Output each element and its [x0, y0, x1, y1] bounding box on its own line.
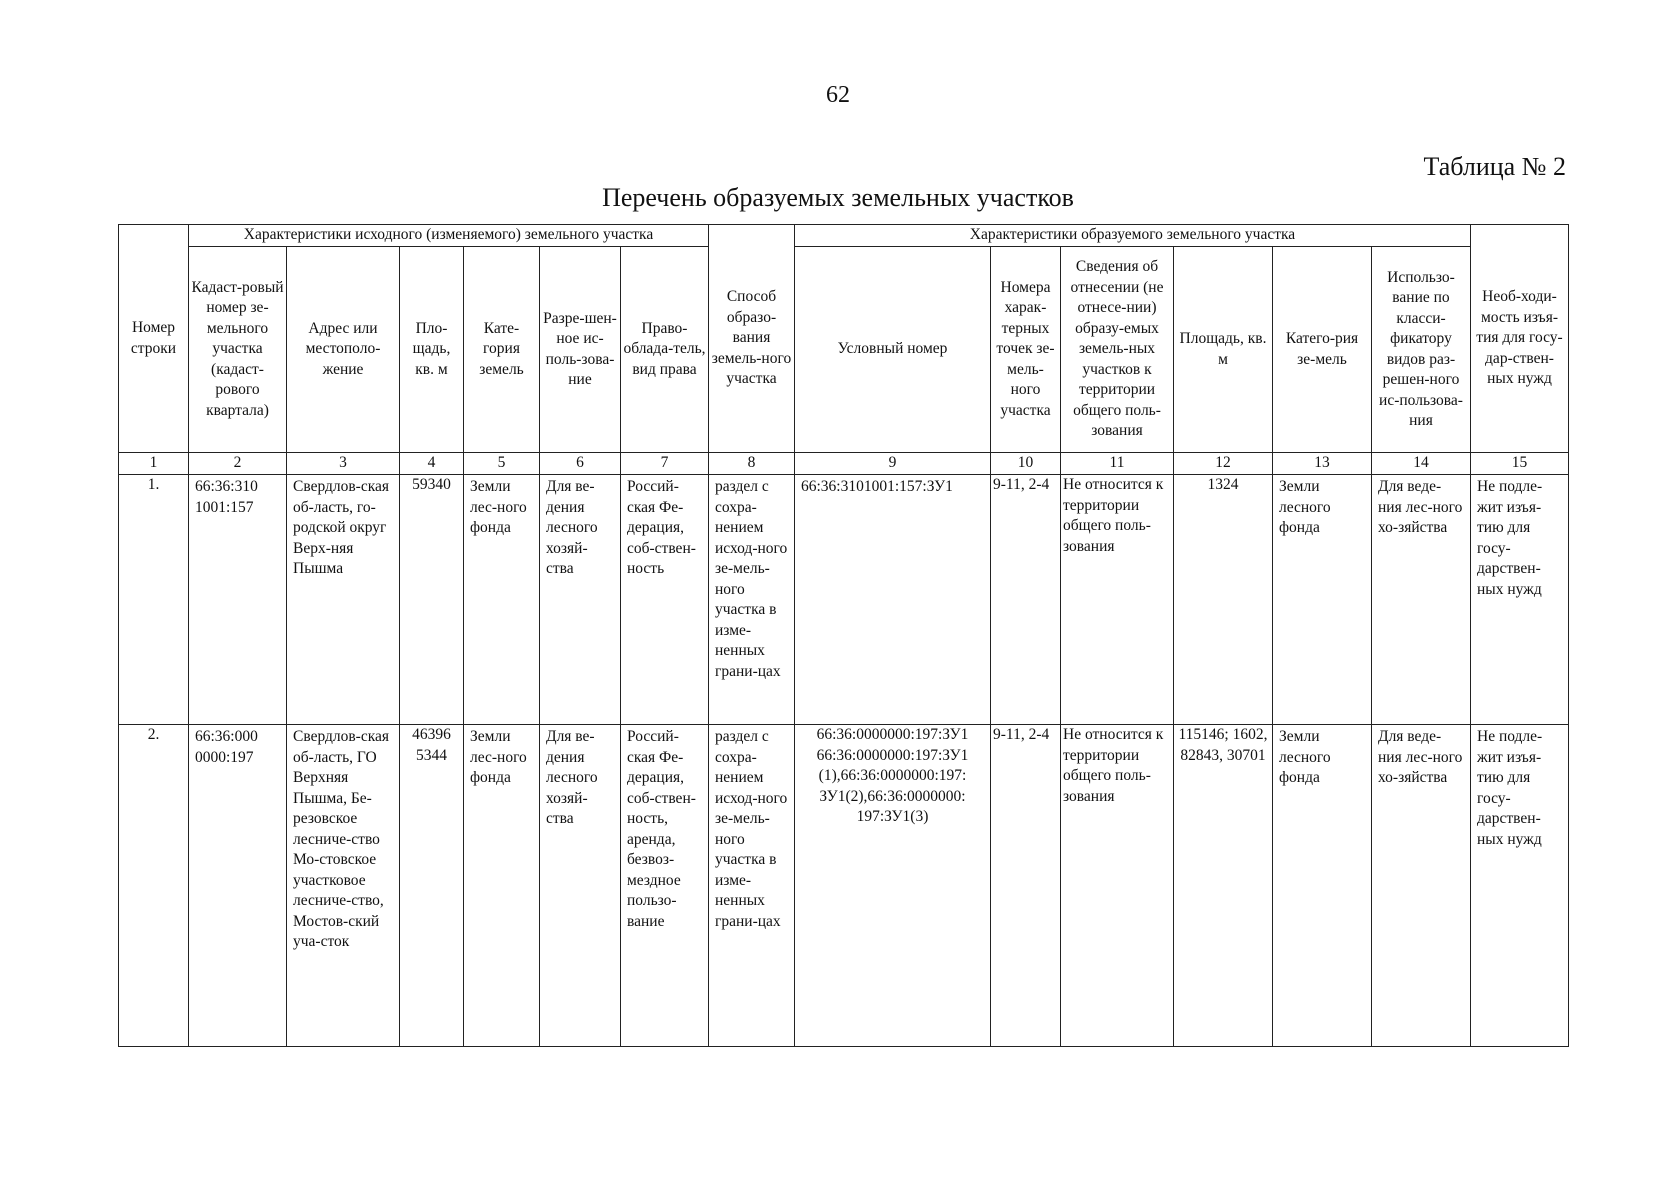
header-conditional-no: Условный номер [795, 247, 991, 453]
column-number: 12 [1174, 453, 1273, 475]
header-new-area: Площадь, кв. м [1174, 247, 1273, 453]
cell-classifier-use: Для веде-ния лес-ного хо-зяйства [1372, 475, 1471, 725]
header-common-info: Сведения об отнесении (не отнесе-нии) образу-емых земель-ных участков к территории общего поль-зования [1061, 247, 1174, 453]
column-number: 15 [1471, 453, 1569, 475]
header-rightholder: Право-облада-тель, вид права [621, 247, 709, 453]
cell-area: 46396 5344 [400, 725, 464, 1047]
header-area: Пло-щадь, кв. м [400, 247, 464, 453]
cell-rightholder: Россий-ская Фе-дерация, соб-ствен-ность [621, 475, 709, 725]
column-number: 9 [795, 453, 991, 475]
column-number: 8 [709, 453, 795, 475]
cell-conditional-no: 66:36:0000000:197:ЗУ1 66:36:0000000:197:ЗУ1 (1),66:36:0000000:197: ЗУ1(2),66:36:0000000: 197:ЗУ1(3) [795, 725, 991, 1047]
cell-new-category: Земли лесного фонда [1273, 725, 1372, 1047]
cell-row-no: 2. [119, 725, 189, 1047]
header-category: Кате-гория земель [464, 247, 540, 453]
cell-point-numbers: 9-11, 2-4 [991, 725, 1061, 1047]
cell-new-category: Земли лесного фонда [1273, 475, 1372, 725]
cell-address: Свердлов-ская об-ласть, ГО Верхняя Пышма, Бе-резовское лесниче-ство Мо-стовское участковое лесниче-ство, Мостов-ский уча-сток [287, 725, 400, 1047]
column-number: 4 [400, 453, 464, 475]
header-permitted-use: Разре-шен-ное ис-поль-зова-ние [540, 247, 621, 453]
cell-permitted-use: Для ве-дения лесного хозяй-ства [540, 475, 621, 725]
column-number: 11 [1061, 453, 1174, 475]
page-number: 62 [826, 82, 850, 108]
cell-conditional-no: 66:36:3101001:157:ЗУ1 [795, 475, 991, 725]
column-number: 3 [287, 453, 400, 475]
column-number: 6 [540, 453, 621, 475]
cell-method: раздел с сохра-нением исход-ного зе-мель-ного участка в изме-ненных грани-цах [709, 475, 795, 725]
cell-row-no: 1. [119, 475, 189, 725]
cell-new-area: 115146; 1602, 82843, 30701 [1174, 725, 1273, 1047]
header-cadastral: Кадаст-ровый номер зе-мельного участка (кадаст-рового квартала) [189, 247, 287, 453]
cell-seizure-need: Не подле-жит изъя-тию для госу-дарствен-ных нужд [1471, 725, 1569, 1047]
header-group-source: Характеристики исходного (изменяемого) земельного участка [189, 225, 709, 247]
table-label: Таблица № 2 [1423, 152, 1566, 181]
column-number: 7 [621, 453, 709, 475]
page-title: Перечень образуемых земельных участков [602, 183, 1074, 212]
cell-method: раздел с сохра-нением исход-ного зе-мель-ного участка в изме-ненных грани-цах [709, 725, 795, 1047]
column-numbers-row [119, 453, 1569, 475]
column-number: 14 [1372, 453, 1471, 475]
header-point-numbers: Номера харак-терных точек зе-мель-ного участка [991, 247, 1061, 453]
cell-permitted-use: Для ве-дения лесного хозяй-ства [540, 725, 621, 1047]
cell-cadastral: 66:36:310 1001:157 [189, 475, 287, 725]
header-address: Адрес или местополо-жение [287, 247, 400, 453]
cell-seizure-need: Не подле-жит изъя-тию для госу-дарствен-ных нужд [1471, 475, 1569, 725]
cell-common-info: Не относится к территории общего поль-зования [1061, 725, 1174, 1047]
cell-category: Земли лес-ного фонда [464, 475, 540, 725]
header-row-no: Номер строки [119, 225, 189, 453]
column-number: 13 [1273, 453, 1372, 475]
header-group-formed: Характеристики образуемого земельного участка [795, 225, 1471, 247]
cell-category: Земли лес-ного фонда [464, 725, 540, 1047]
cell-cadastral: 66:36:000 0000:197 [189, 725, 287, 1047]
header-method: Способ образо-вания земель-ного участка [709, 225, 795, 453]
column-number: 1 [119, 453, 189, 475]
cell-address: Свердлов-ская об-ласть, го-родской округ Верх-няя Пышма [287, 475, 400, 725]
cell-rightholder: Россий-ская Фе-дерация, соб-ствен-ность, аренда, безвоз-мездное пользо-вание [621, 725, 709, 1047]
header-new-category: Катего-рия зе-мель [1273, 247, 1372, 453]
column-number: 2 [189, 453, 287, 475]
land-plots-table [118, 224, 1569, 1047]
cell-classifier-use: Для веде-ния лес-ного хо-зяйства [1372, 725, 1471, 1047]
column-number: 5 [464, 453, 540, 475]
cell-new-area: 1324 [1174, 475, 1273, 725]
header-seizure-need: Необ-ходи-мость изъя-тия для госу-дар-ствен-ных нужд [1471, 225, 1569, 453]
table-row [119, 725, 1569, 1047]
cell-common-info: Не относится к территории общего поль-зования [1061, 475, 1174, 725]
table-row [119, 475, 1569, 725]
cell-area: 59340 [400, 475, 464, 725]
header-classifier-use: Использо-вание по класси-фикатору видов раз-решен-ного ис-пользова-ния [1372, 247, 1471, 453]
column-number: 10 [991, 453, 1061, 475]
cell-point-numbers: 9-11, 2-4 [991, 475, 1061, 725]
